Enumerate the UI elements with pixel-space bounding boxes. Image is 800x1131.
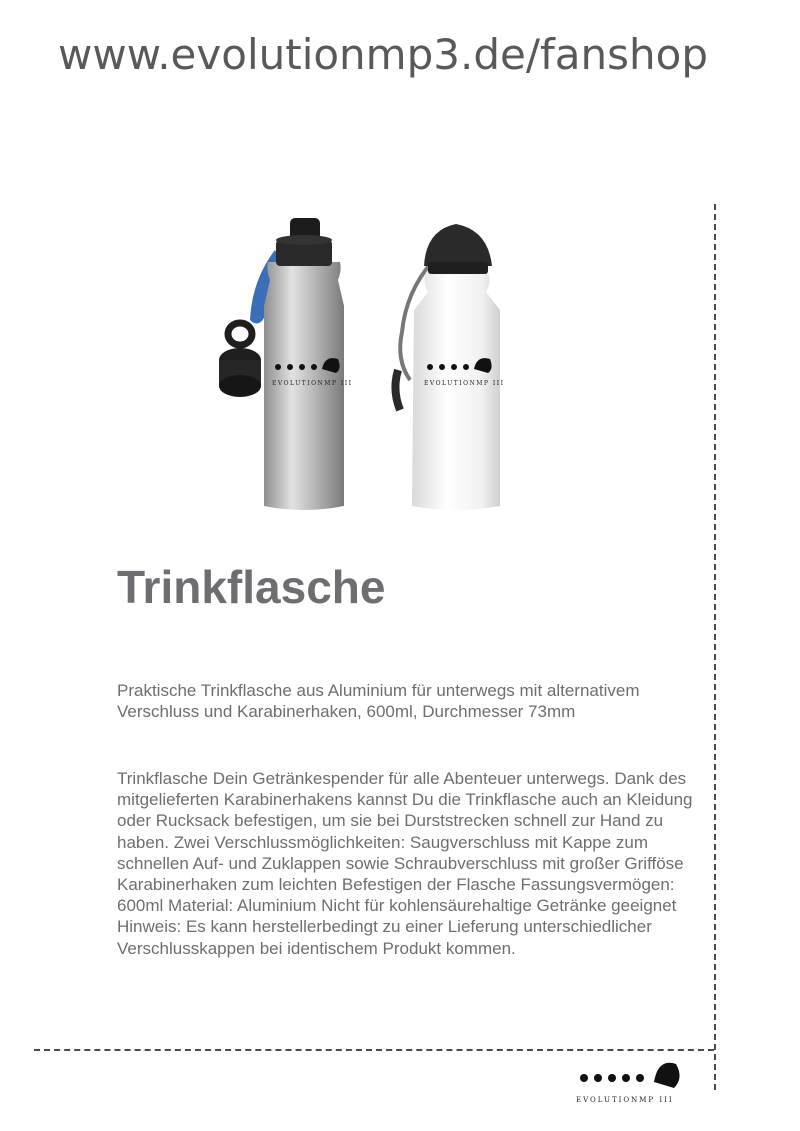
footer-logo-text: EVOLUTIONMP III <box>576 1096 674 1104</box>
cut-line-horizontal <box>34 1049 714 1051</box>
shop-url: www.evolutionmp3.de/fanshop <box>58 30 708 79</box>
product-lead: Praktische Trinkflasche aus Aluminium für unterwegs mit alternativem Verschluss und Karabinerhaken, 600ml, Durchmesser 73mm <box>117 681 640 721</box>
evolution-logo <box>572 1058 692 1108</box>
svg-text:EVOLUTIONMP III: EVOLUTIONMP III <box>272 380 353 387</box>
cut-line-vertical <box>714 204 716 1090</box>
logo-figures-icon <box>580 1063 680 1088</box>
product-title: Trinkflasche <box>117 561 386 613</box>
product-image-bottles <box>200 210 530 520</box>
product-description: Trinkflasche Dein Getränkespender für alle Abenteuer unterwegs. Dank des mitgelieferten Karabinerhakens kannst Du die Trinkflasche auch an Kleidung oder Rucksack befestigen, um sie bei Durststrecken schnell zur Hand zu haben. Zwei Verschlussmöglichkeiten: Saugverschluss mit Kappe zum schnellen Auf- und Zuklappen sowie Schraubverschluss mit großer Grifföse Karabinerhaken zum leichten Befestigen der Flasche Fassungsvermögen: 600ml Material: Aluminium Nicht für kohlensäurehaltige Getränke geeignet Hinweis: Es kann herstellerbedingt zu einer Lieferung unterschiedlicher Verschlusskappen bei identischem Produkt kommen. <box>117 769 693 958</box>
white-bottle <box>395 224 504 510</box>
svg-text:EVOLUTIONMP III: EVOLUTIONMP III <box>424 380 505 387</box>
silver-bottle <box>219 218 352 510</box>
